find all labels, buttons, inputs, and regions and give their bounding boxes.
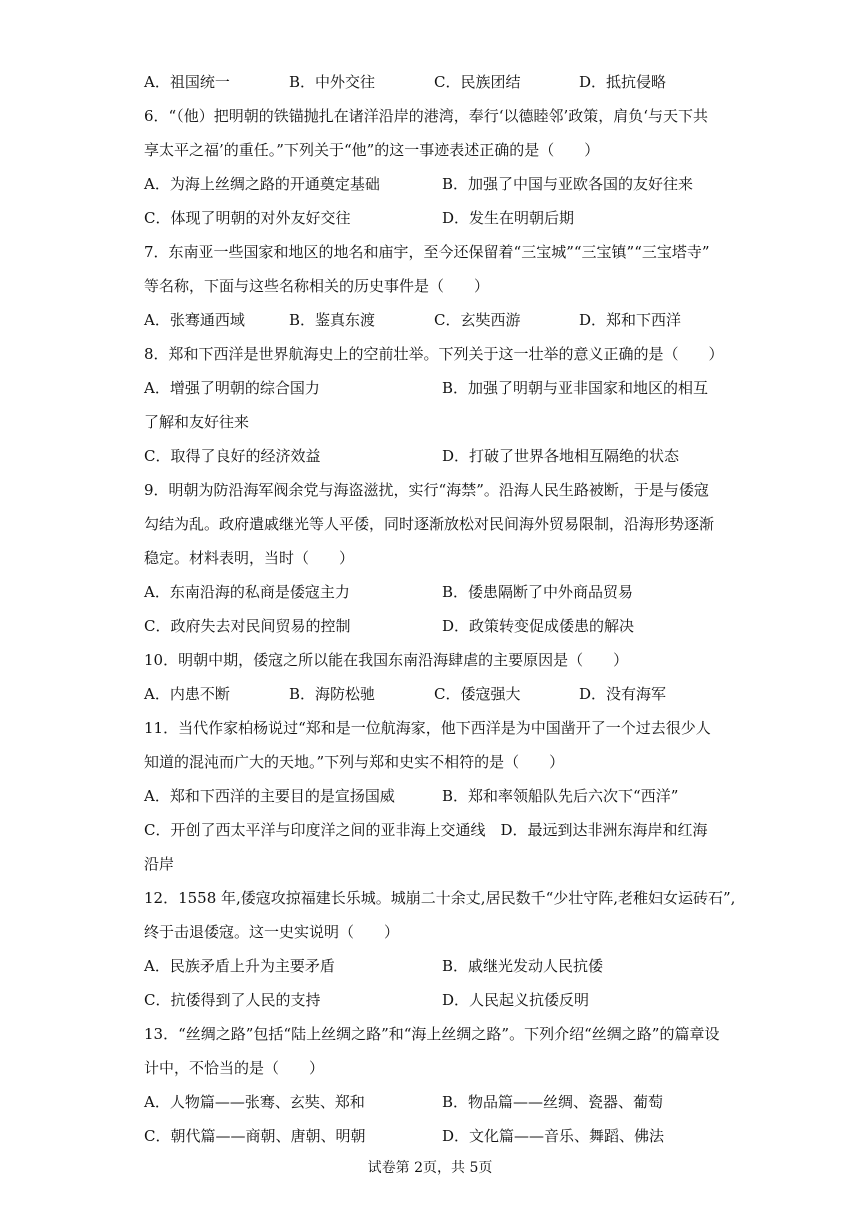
q5-option-c: C．民族团结 [434,73,521,91]
q11-stem-line-1: 11．当代作家柏杨说过“郑和是一位航海家，他下西洋是为中国凿开了一个过去很少人 [144,719,711,737]
q8-options-row-1 [144,378,724,398]
q8-options-row-2 [144,446,724,466]
q11-stem-line-2: 知道的混沌而广大的天地。”下列与郑和史实不相符的是（ ） [144,753,565,771]
q9-option-b: B．倭患隔断了中外商品贸易 [442,583,634,601]
q7-options [144,310,724,330]
q6-option-c: C．体现了明朝的对外友好交往 [144,209,351,227]
q9-options-row-2 [144,616,724,636]
q5-option-d: D．抵抗侵略 [579,73,667,91]
q10-option-a: A．内患不断 [144,685,230,703]
q11-option-b: B．郑和率领船队先后六次下“西洋” [442,787,679,805]
q8-option-d: D．打破了世界各地相互隔绝的状态 [442,447,680,465]
q9-option-d: D．政策转变促成倭患的解决 [442,617,635,635]
q7-option-a: A．张骞通西域 [144,311,245,329]
q9-stem-line-3: 稳定。材料表明，当时（ ） [144,549,355,567]
q10-option-b: B．海防松驰 [289,685,376,703]
q6-stem-line-1: 6．“（他）把明朝的铁锚抛扎在诸洋沿岸的港湾，奉行‘以德睦邻’政策，肩负‘与天下共 [144,107,709,125]
q6-option-a: A．为海上丝绸之路的开通奠定基础 [144,175,380,193]
q9-options-row-1 [144,582,724,602]
q13-option-d: D．文化篇——音乐、舞蹈、佛法 [442,1127,665,1145]
q8-stem: 8．郑和下西洋是世界航海史上的空前壮举。下列关于这一壮举的意义正确的是（ ） [144,345,724,363]
q5-option-a: A．祖国统一 [144,73,230,91]
q9-option-a: A．东南沿海的私商是倭寇主力 [144,583,350,601]
q11-options-row-1 [144,786,724,806]
q13-option-a: A．人物篇——张骞、玄奘、郑和 [144,1093,365,1111]
q12-stem-line-1: 12．1558 年,倭寇攻掠福建长乐城。城崩二十余丈,居民数千“少壮守阵,老稚妇女运砖石”, [144,889,736,907]
q6-option-b: B．加强了中国与亚欧各国的友好往来 [442,175,694,193]
q10-stem: 10．明朝中期，倭寇之所以能在我国东南沿海肆虐的主要原因是（ ） [144,651,629,669]
q7-option-b: B．鉴真东渡 [289,311,376,329]
q13-option-c: C．朝代篇——商朝、唐朝、明朝 [144,1127,366,1145]
q13-options-row-2 [144,1126,724,1146]
q12-option-d: D．人民起义抗倭反明 [442,991,590,1009]
q12-options-row-2 [144,990,724,1010]
q7-stem-line-2: 等名称，下面与这些名称相关的历史事件是（ ） [144,277,490,295]
q8-option-b-continued: 了解和友好往来 [144,413,250,431]
q6-option-d: D．发生在明朝后期 [442,209,575,227]
page-footer: 试卷第 2页，共 5页 [367,1160,493,1176]
q8-option-c: C．取得了良好的经济效益 [144,447,321,465]
q8-option-a: A．增强了明朝的综合国力 [144,379,320,397]
q11-options-row-2: C．开创了西太平洋与印度洋之间的亚非海上交通线 D．最远到达非洲东海岸和红海 [144,821,708,839]
q13-options-row-1 [144,1092,724,1112]
q5-options [144,72,724,92]
q7-option-c: C．玄奘西游 [434,311,521,329]
q7-option-d: D．郑和下西洋 [579,311,682,329]
q7-stem-line-1: 7．东南亚一些国家和地区的地名和庙宇，至今还保留着“三宝城”“三宝镇”“三宝塔寺” [144,243,710,261]
q10-options [144,684,724,704]
q10-option-c: C．倭寇强大 [434,685,521,703]
q5-option-b: B．中外交往 [289,73,376,91]
q12-options-row-1 [144,956,724,976]
q9-stem-line-2: 勾结为乱。政府遣戚继光等人平倭，同时逐渐放松对民间海外贸易限制，沿海形势逐渐 [144,515,715,533]
q11-option-a: A．郑和下西洋的主要目的是宣扬国威 [144,787,395,805]
q13-option-b: B．物品篇——丝绸、瓷器、葡萄 [442,1093,664,1111]
q9-option-c: C．政府失去对民间贸易的控制 [144,617,351,635]
q12-option-c: C．抗倭得到了人民的支持 [144,991,321,1009]
q13-stem-line-2: 计中，不恰当的是（ ） [144,1059,325,1077]
q12-option-a: A．民族矛盾上升为主要矛盾 [144,957,335,975]
q6-options-row-2 [144,208,724,228]
q10-option-d: D．没有海军 [579,685,667,703]
q8-option-b: B．加强了明朝与亚非国家和地区的相互 [442,379,709,397]
q6-options-row-1 [144,174,724,194]
q9-stem-line-1: 9．明朝为防沿海军阀余党与海盗滋扰，实行“海禁”。沿海人民生路被断，于是与倭寇 [144,481,709,499]
q13-stem-line-1: 13．“丝绸之路”包括“陆上丝绸之路”和“海上丝绸之路”。下列介绍“丝绸之路”的篇章设 [144,1025,720,1043]
q12-stem-line-2: 终于击退倭寇。这一史实说明（ ） [144,923,400,941]
q11-option-d-continued: 沿岸 [144,855,175,873]
q12-option-b: B．戚继光发动人民抗倭 [442,957,604,975]
q6-stem-line-2: 享太平之福’的重任。”下列关于“他”的这一事迹表述正确的是（ ） [144,141,600,159]
